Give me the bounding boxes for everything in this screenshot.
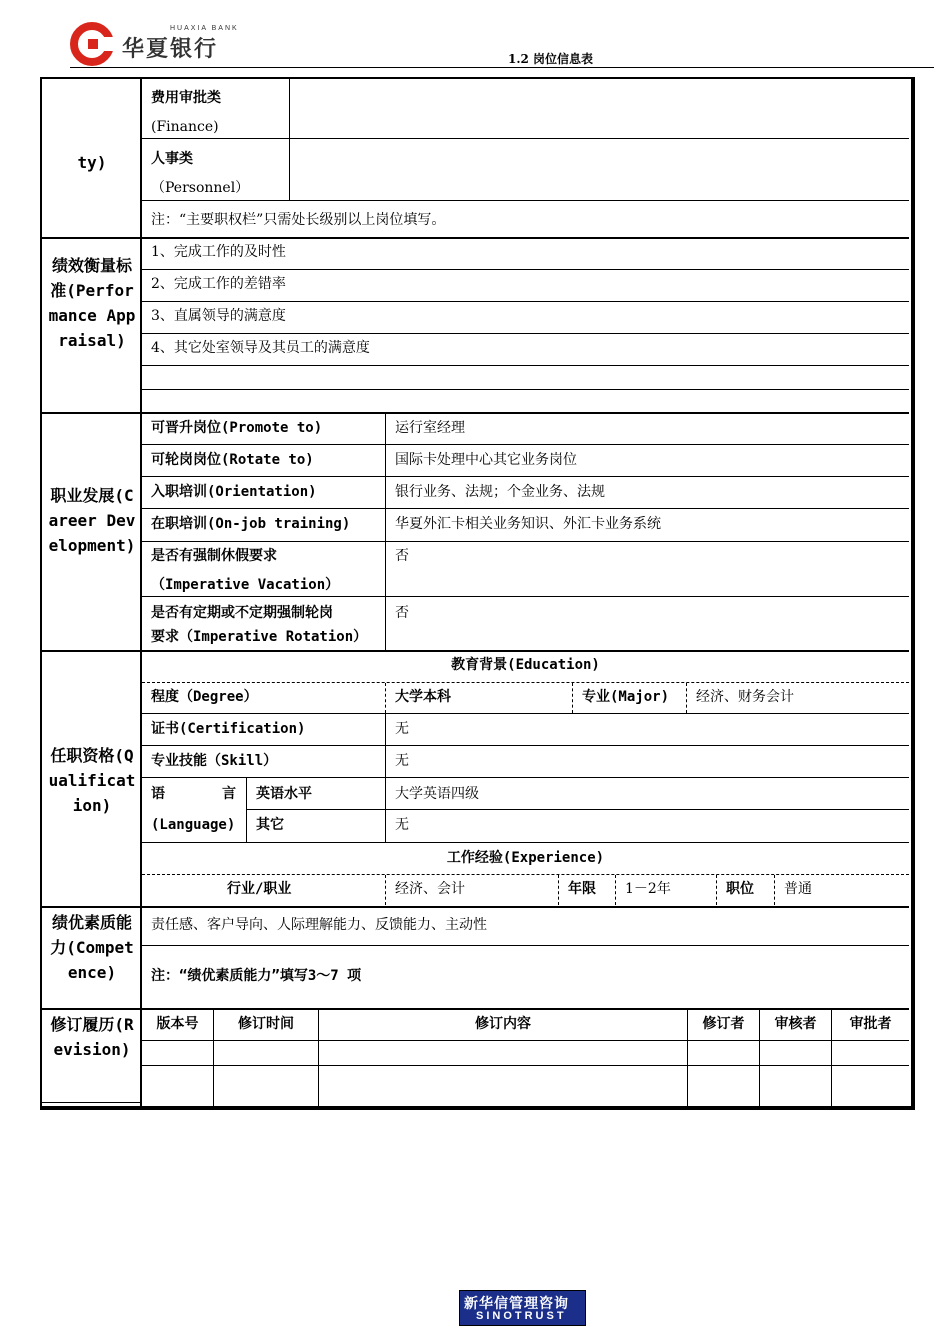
major-value: 经济、财务会计 [696, 689, 794, 705]
orientation-value: 银行业务、法规；个金业务、法规 [395, 484, 605, 500]
career-section-label: 职业发展(Career Development) [48, 486, 136, 555]
huaxia-logo-icon [70, 22, 114, 66]
rotate-value: 国际卡处理中心其它业务岗位 [395, 452, 577, 468]
competence-note: 注：“绩优素质能力”填写3～7 项 [151, 968, 362, 984]
vacation-value: 否 [395, 548, 409, 564]
performance-item: 1、完成工作的及时性 [151, 244, 286, 260]
vacation-label-en: （Imperative Vacation） [151, 577, 340, 593]
education-header: 教育背景(Education) [451, 657, 600, 673]
english-level-label: 英语水平 [256, 786, 312, 802]
industry-value: 经济、会计 [395, 881, 465, 897]
degree-label: 程度（Degree） [151, 689, 258, 705]
onjob-training-label: 在职培训(On-job training) [151, 516, 351, 532]
revision-col-reviser: 修订者 [702, 1016, 745, 1032]
vacation-label: 是否有强制休假要求 [151, 548, 277, 564]
authority-note: 注：“主要职权栏”只需处长级别以上岗位填写。 [151, 212, 446, 228]
performance-item: 4、其它处室领导及其员工的满意度 [151, 340, 370, 356]
industry-label: 行业/职业 [227, 881, 292, 897]
promote-label: 可晋升岗位(Promote to) [151, 420, 323, 436]
competence-section-label: 绩优素质能力(Competence) [50, 913, 134, 982]
language-label: 语 [151, 786, 165, 802]
position-label: 职位 [726, 881, 754, 897]
sinotrust-logo-en: SINOTRUST [476, 1310, 567, 1322]
rotate-label: 可轮岗岗位(Rotate to) [151, 452, 314, 468]
skill-label: 专业技能（Skill） [151, 753, 278, 769]
rotation-value: 否 [395, 605, 409, 621]
certification-label: 证书(Certification) [151, 721, 306, 737]
skill-value: 无 [395, 753, 409, 769]
personnel-label: 人事类 [151, 151, 193, 167]
orientation-label: 入职培训(Orientation) [151, 484, 317, 500]
language-label-en: (Language) [151, 817, 236, 833]
years-value: 1－2年 [625, 881, 671, 897]
rotation-label-en: 要求（Imperative Rotation） [151, 629, 368, 645]
bank-name-cn: 华夏银行 [122, 37, 219, 62]
finance-label-en: (Finance) [151, 119, 219, 135]
degree-value: 大学本科 [395, 689, 451, 705]
performance-item: 3、直属领导的满意度 [151, 308, 286, 324]
revision-col-content: 修订内容 [475, 1016, 531, 1032]
rotation-label: 是否有定期或不定期强制轮岗 [151, 605, 333, 621]
revision-col-approver: 审批者 [849, 1016, 892, 1032]
years-label: 年限 [568, 881, 596, 897]
language-label: 言 [222, 786, 236, 802]
sinotrust-logo [459, 1290, 586, 1326]
english-level-value: 大学英语四级 [395, 786, 479, 802]
revision-col-auditor: 审核者 [774, 1016, 817, 1032]
onjob-training-value: 华夏外汇卡相关业务知识、外汇卡业务系统 [395, 516, 661, 532]
authority-section-label: ty) [77, 153, 107, 172]
finance-label: 费用审批类 [151, 90, 221, 106]
position-value: 普通 [784, 881, 812, 897]
qualification-section-label: 任职资格(Qualification) [48, 746, 136, 815]
other-language-label: 其它 [256, 817, 284, 833]
experience-header: 工作经验(Experience) [446, 850, 605, 866]
sinotrust-logo-cn: 新华信管理咨询 [464, 1296, 569, 1312]
document-title: 1.2 岗位信息表 [508, 52, 594, 66]
performance-section-label: 绩效衡量标准(Performance Appraisal) [48, 256, 136, 350]
promote-value: 运行室经理 [395, 420, 465, 436]
other-language-value: 无 [395, 817, 409, 833]
competence-value: 责任感、客户导向、人际理解能力、反馈能力、主动性 [151, 917, 487, 933]
revision-col-time: 修订时间 [238, 1016, 294, 1032]
personnel-label-en: （Personnel） [151, 180, 250, 196]
bank-name-en: HUAXIA BANK [170, 25, 239, 32]
certification-value: 无 [395, 721, 409, 737]
performance-item: 2、完成工作的差错率 [151, 276, 286, 292]
revision-section-label: 修订履历(Revision) [50, 1015, 134, 1059]
major-label: 专业(Major) [582, 689, 670, 705]
revision-col-version: 版本号 [156, 1016, 199, 1032]
header-divider [70, 67, 934, 68]
